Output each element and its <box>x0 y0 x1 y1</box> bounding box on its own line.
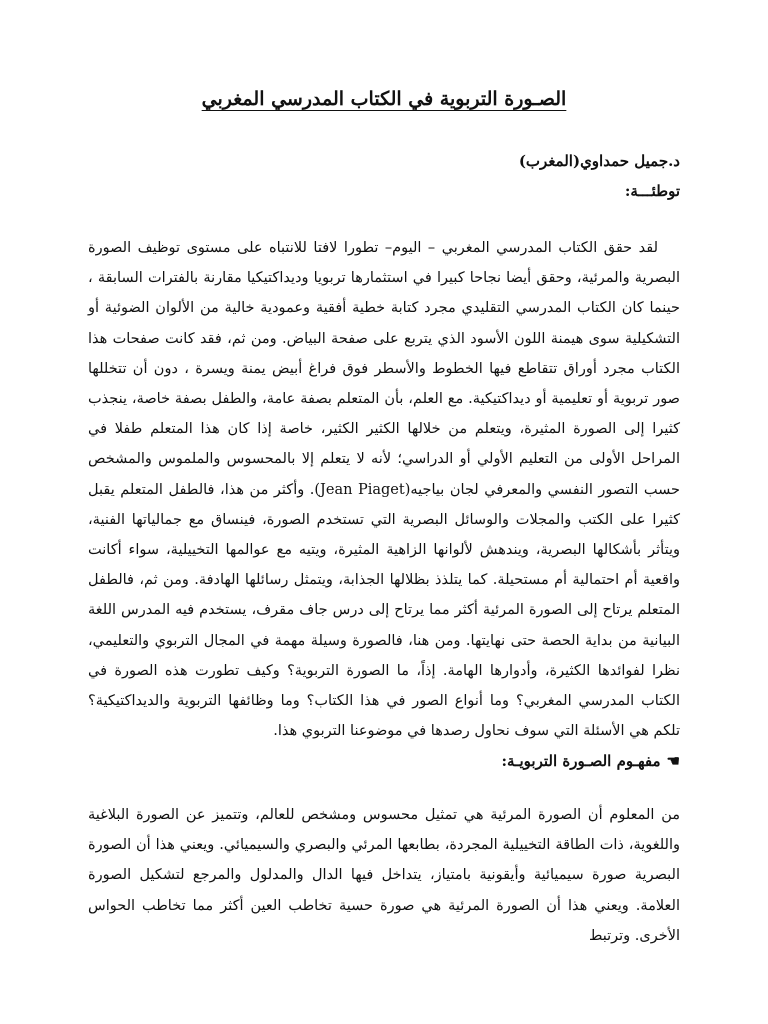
intro-paragraph <box>88 233 680 746</box>
concept-heading <box>502 752 680 770</box>
intro-heading: توطئـــة: <box>624 182 680 200</box>
pointing-hand-icon: ☚ <box>666 752 680 770</box>
intro-paragraph-text: لقد حقق الكتاب المدرسي المغربي – اليوم– تطورا لافتا للانتباه على مستوى توظيف الصورة البصرية والمرئية، وحقق أيضا نجاحا كبيرا في استثمارها تربويا وديداكتيكيا مقارنة بالفترات السابقة ، حينما كان الكتاب المدرسي التقليدي مجرد كتابة خطية أفقية وعمودية خالية من الألوان الضوئية أو التشكيلية سوى هيمنة اللون الأسود الذي يتربع على صفحة البياض. ومن ثم، فقد كانت صفحات هذا الكتاب مجرد أوراق تتقاطع فيها الخطوط والأسطر فوق فراغ أبيض يمنة ويسرة ، دون أن تتخللها صور تربوية أو تعليمية أو ديداكتيكية. مع العلم، بأن المتعلم بصفة عامة، والطفل بصفة خاصة، ينجذب كثيرا إلى الصورة المثيرة، ويتعلم من خلالها الكثير الكثير، خاصة إذا كان هذا المتعلم طفلا في المراحل الأولى من التعليم الأولي أو الدراسي؛ لأنه لا يتعلم إلا بالمحسوس والملموس والمشخص حسب التصور النفسي والمعرفي لجان بياجيه(Jean Piaget). وأكثر من هذا، فالطفل المتعلم يقبل كثيرا على الكتب والمجلات والوسائل البصرية التي تستخدم الصورة، فينساق مع جمالياتها الفنية، ويتأثر بأشكالها البصرية، ويندهش لألوانها الزاهية المثيرة، ويتيه مع عوالمها التخييلية، سواء أكانت واقعية أم احتمالية أم مستحيلة. كما يتلذذ بظلالها الجذابة، ويتمثل رسائلها الهادفة. ومن ثم، فالطفل المتعلم يرتاح إلى الصورة المرئية أكثر مما يرتاح إلى درس جاف مقرف، يستخدم فيه المدرس اللغة البيانية من بداية الحصة حتى نهايتها. ومن هنا، فالصورة وسيلة مهمة في المجال التربوي والتعليمي، نظرا لفوائدها الكثيرة، وأدوارها الهامة. إذاً، ما الصورة التربوية؟ وكيف تطورت هذه الصورة في الكتاب المدرسي المغربي؟ وما أنواع الصور في هذا الكتاب؟ وما وظائفها التربوية والديداكتيكية؟ تلكم هي الأسئلة التي سوف نحاول رصدها في موضوعنا التربوي هذا. <box>88 240 680 740</box>
concept-paragraph: من المعلوم أن الصورة المرئية هي تمثيل محسوس ومشخص للعالم، وتتميز عن الصورة البلاغية واللغوية، ذات الطاقة التخييلية المجردة، بطابعها المرئي والبصري والسيميائي. ويعني هذا أن الصورة البصرية صورة سيميائية وأيقونية بامتياز، يتداخل فيها الدال والمدلول والمرجع لتشكيل الصورة العلامة. ويعني هذا أن الصورة المرئية هي صورة حسية تخاطب العين أكثر مما تخاطب الحواس الأخرى. وترتبط <box>88 807 680 944</box>
document-title: الصـورة التربوية في الكتاب المدرسي المغربي <box>201 88 567 110</box>
concept-heading-text: مفهـوم الصـورة التربويـة: <box>501 752 661 770</box>
author-line: د.جميل حمداوي(المغرب) <box>518 152 680 170</box>
